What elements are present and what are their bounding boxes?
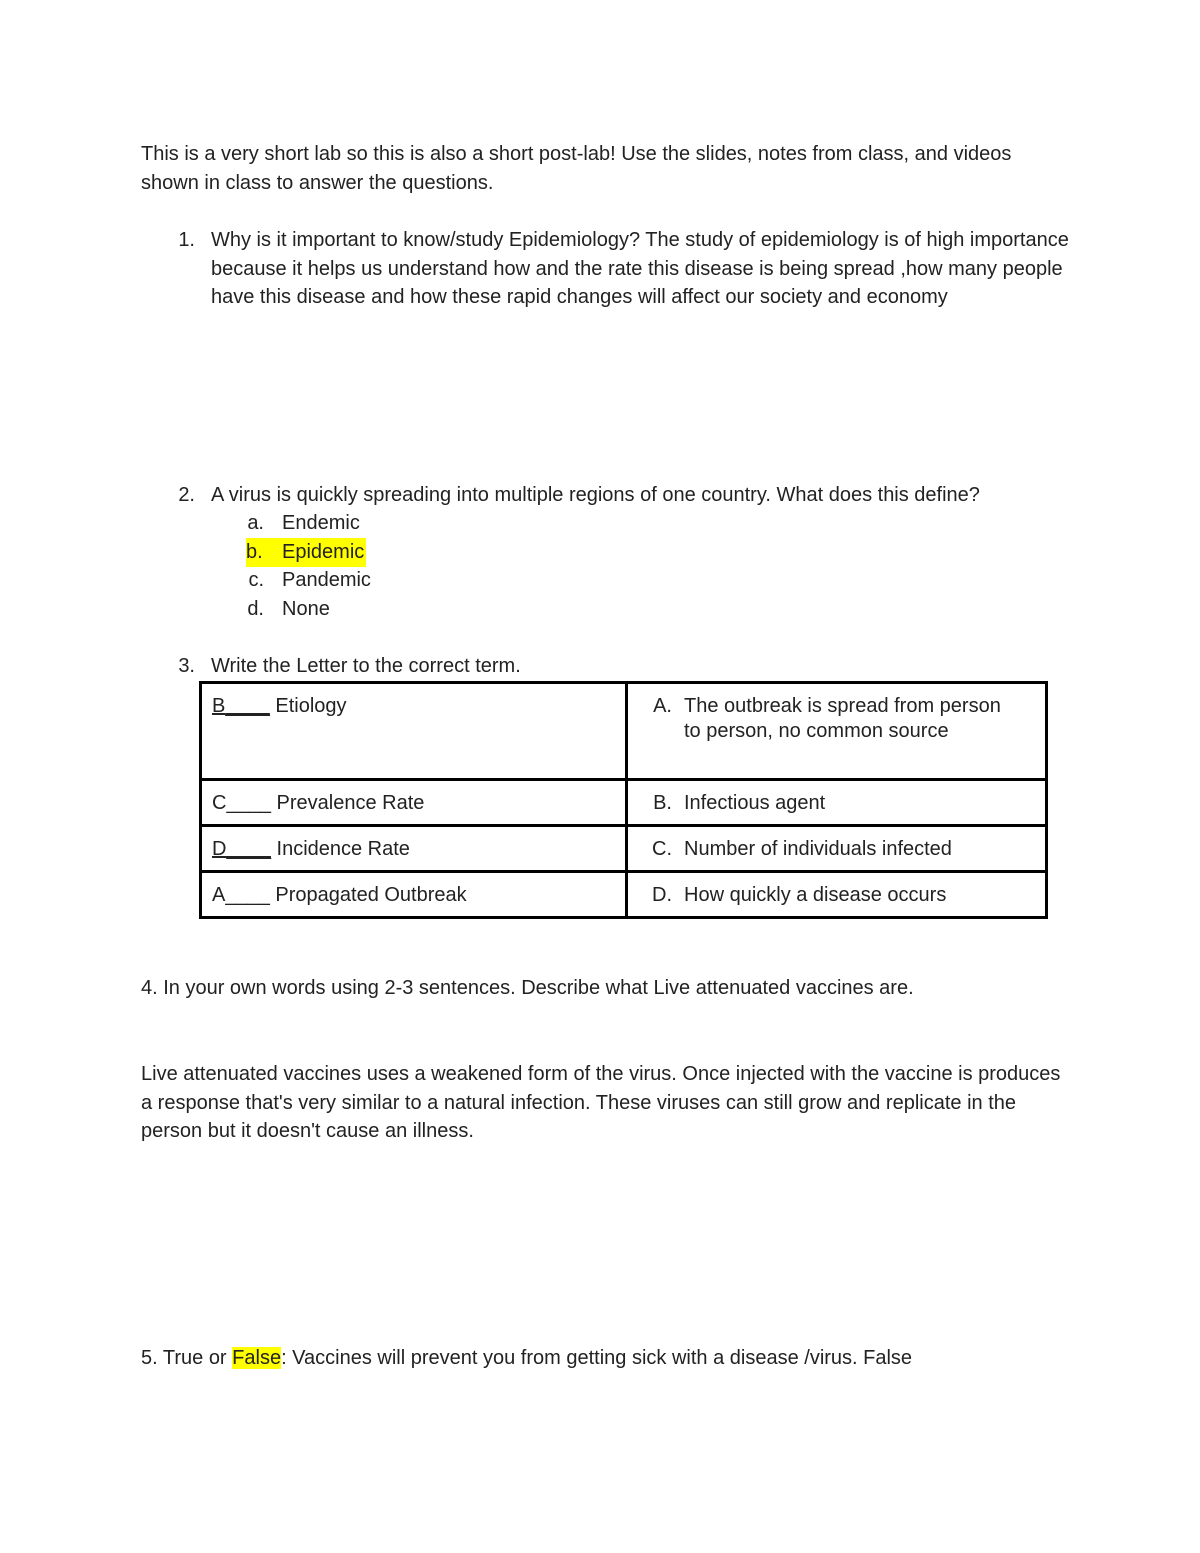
definition-letter: A. — [653, 695, 672, 717]
term-text: Etiology — [269, 695, 347, 717]
definition-text: Number of individuals infected — [684, 838, 952, 860]
question-5-suffix: : Vaccines will prevent you from getting sick with a disease /virus. False — [281, 1347, 913, 1369]
answer-letter: A____ — [212, 884, 270, 906]
table-row — [201, 826, 1047, 872]
answer-letter: B____ — [212, 695, 270, 717]
question-4-answer: Live attenuated vaccines uses a weakened form of the virus. Once injected with the vaccine is produces a response that's very similar to a natural infection. These viruses can still grow and replicate in the person but it doesn't cause an illness. — [141, 1063, 1061, 1142]
intro-paragraph: This is a very short lab so this is also a short post-lab! Use the slides, notes from class, and videos shown in class to answer the questions. — [141, 143, 1012, 194]
question-1-answer: The study of epidemiology is of high importance because it helps us understand how and the rate this disease is being spread ,how many people have this disease and how these rapid changes will affect our society and economy — [211, 229, 1069, 308]
question-1-text: Why is it important to know/study Epidemiology? — [211, 229, 641, 251]
definition-text: The outbreak is spread from person to person, no common source — [684, 695, 1001, 742]
definition-cell — [627, 780, 1047, 826]
option-c-letter: c. — [248, 569, 264, 591]
question-5 — [141, 1344, 1101, 1373]
definition-text: How quickly a disease occurs — [684, 884, 947, 906]
question-3-number: 3. — [178, 655, 195, 677]
definition-cell — [627, 872, 1047, 918]
question-2-number: 2. — [178, 484, 195, 506]
term-text: Prevalence Rate — [270, 792, 425, 814]
question-2-text: A virus is quickly spreading into multiple regions of one country. What does this define? — [211, 484, 980, 506]
option-d-text: None — [282, 598, 330, 620]
question-5-highlighted-answer: False — [232, 1347, 282, 1369]
question-1 — [211, 226, 1071, 312]
question-3-text: Write the Letter to the correct term. — [211, 655, 521, 677]
question-5-prefix: 5. True or — [141, 1347, 233, 1369]
option-b-letter: b. — [246, 538, 282, 567]
option-a-text: Endemic — [282, 512, 360, 534]
term-cell — [201, 872, 627, 918]
term-text: Incidence Rate — [270, 838, 410, 860]
definition-cell — [627, 826, 1047, 872]
definition-text: Infectious agent — [684, 792, 826, 814]
question-1-number: 1. — [178, 229, 195, 251]
option-b-text: Epidemic — [282, 538, 366, 567]
definition-letter: C. — [652, 838, 672, 860]
table-row — [201, 780, 1047, 826]
matching-table — [199, 681, 1048, 919]
term-cell — [201, 826, 627, 872]
term-cell — [201, 780, 627, 826]
answer-letter: C____ — [212, 792, 271, 814]
question-4-text: 4. In your own words using 2-3 sentences. Describe what Live attenuated vaccines are. — [141, 977, 914, 999]
answer-letter: D____ — [212, 838, 271, 860]
term-cell — [201, 683, 627, 780]
option-c-text: Pandemic — [282, 569, 371, 591]
table-row — [201, 872, 1047, 918]
option-d-letter: d. — [247, 598, 264, 620]
option-a-letter: a. — [247, 512, 264, 534]
definition-letter: B. — [653, 792, 672, 814]
table-row — [201, 683, 1047, 780]
term-text: Propagated Outbreak — [269, 884, 467, 906]
definition-letter: D. — [652, 884, 672, 906]
definition-cell — [627, 683, 1047, 780]
